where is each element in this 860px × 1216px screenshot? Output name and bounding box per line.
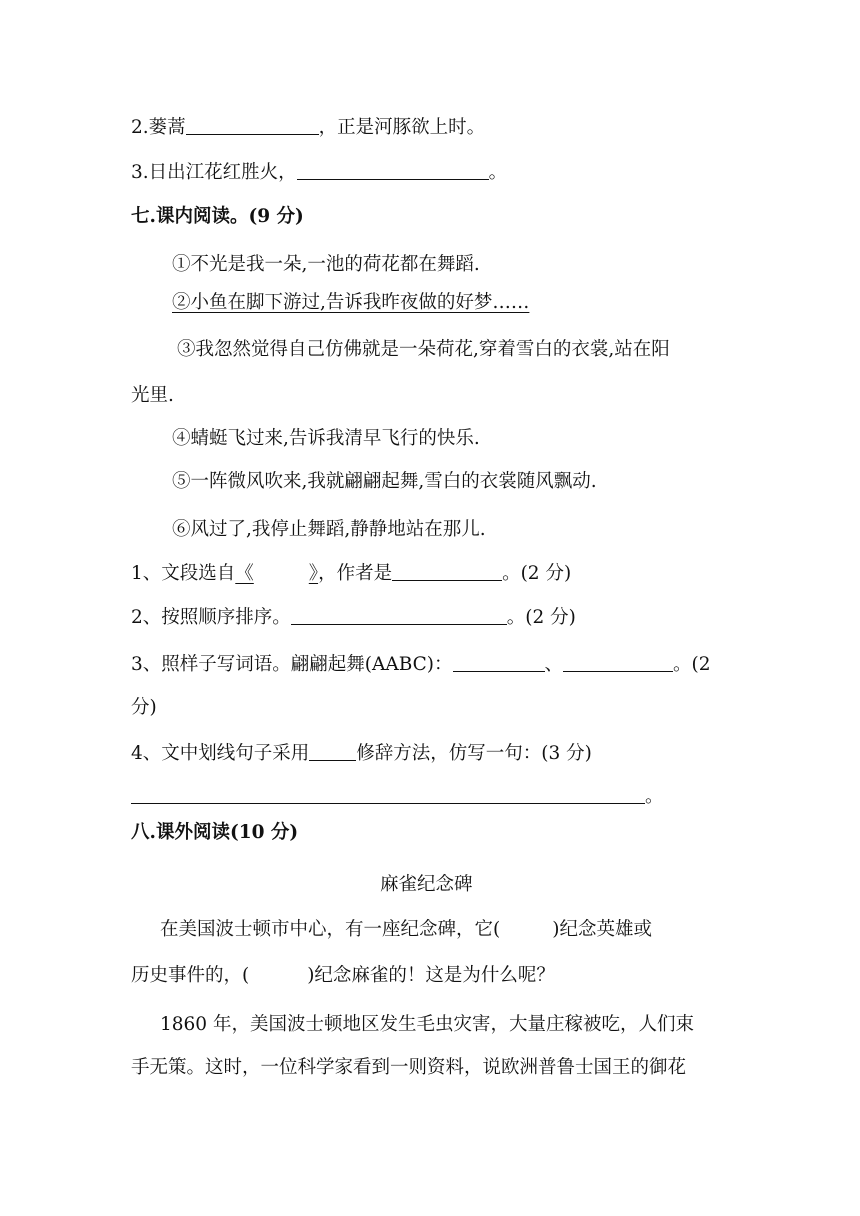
passage-line: 在美国波士顿市中心，有一座纪念碑，它( )纪念英雄或 xyxy=(160,919,652,940)
poem-line-2-end: ，正是河豚欲上时。 xyxy=(318,117,486,138)
passage-line: 历史事件的，( )纪念麻雀的！这是为什么呢？ xyxy=(131,965,555,986)
question-3-cont: 分) xyxy=(131,697,157,718)
question-4 xyxy=(131,742,592,766)
sentence-2-underlined xyxy=(172,291,529,315)
underlined-sentence: ②小鱼在脚下游过,告诉我昨夜做的好梦…… xyxy=(172,292,530,313)
passage-line: 手无策。这时，一位科学家看到一则资料，说欧洲普鲁士国王的御花 xyxy=(131,1057,687,1078)
question-3: 3、照样子写词语。翩翩起舞(AABC)： 、 。(2 xyxy=(131,654,711,675)
passage-line: 1860 年，美国波士顿地区发生毛虫灾害，大量庄稼被吃，人们束 xyxy=(160,1014,694,1035)
question-2-text: 2、按照顺序排序。 xyxy=(131,607,291,628)
passage-title: 麻雀纪念碑 xyxy=(380,874,473,895)
poem-line-2 xyxy=(131,116,485,140)
sentence-1: ①不光是我一朵,一池的荷花都在舞蹈. xyxy=(172,254,480,275)
sentence-5: ⑤一阵微风吹来,我就翩翩起舞,雪白的衣裳随风飘动. xyxy=(172,471,597,492)
question-4-rest: 修辞方法，仿写一句：(3 分) xyxy=(356,743,592,764)
sentence-3: ③我忽然觉得自己仿佛就是一朵荷花,穿着雪白的衣裳,站在阳 xyxy=(177,339,670,360)
sentence-4: ④蜻蜓飞过来,告诉我清早飞行的快乐. xyxy=(172,428,480,449)
question-1-score: 。(2 分) xyxy=(502,563,572,584)
poem-line-3-start: 3.日出江花红胜火， xyxy=(131,162,297,183)
question-4-answer-line: 。 xyxy=(131,785,664,809)
answer-blank[interactable] xyxy=(453,653,545,672)
section-8-heading: 八.课外阅读(10 分) xyxy=(131,822,299,843)
answer-blank[interactable] xyxy=(309,742,356,761)
answer-blank[interactable] xyxy=(291,606,507,625)
poem-line-2-start: 2.蒌蒿 xyxy=(131,117,186,138)
question-1 xyxy=(131,562,571,586)
sentence-6: ⑥风过了,我停止舞蹈,静静地站在那儿. xyxy=(172,519,486,540)
section-7-heading: 七.课内阅读。(9 分) xyxy=(131,206,304,227)
question-2-score: 。(2 分) xyxy=(506,607,576,628)
question-4-text: 4、文中划线句子采用 xyxy=(131,743,310,764)
question-2 xyxy=(131,606,576,630)
book-title-blank[interactable]: 《 》 xyxy=(235,563,319,584)
answer-blank[interactable] xyxy=(131,785,645,804)
answer-blank[interactable] xyxy=(186,116,319,135)
question-1-text: 1、文段选自 xyxy=(131,563,236,584)
question-3-score: 。(2 xyxy=(673,654,711,675)
poem-line-3 xyxy=(131,161,507,185)
poem-line-3-end: 。 xyxy=(488,162,508,183)
answer-blank[interactable] xyxy=(297,161,489,180)
answer-blank[interactable] xyxy=(563,653,673,672)
question-3-text: 3、照样子写词语。翩翩起舞(AABC)： xyxy=(131,654,453,675)
answer-blank[interactable] xyxy=(392,562,502,581)
question-1-author: ，作者是 xyxy=(318,563,393,584)
sentence-3-cont: 光里. xyxy=(131,385,174,406)
